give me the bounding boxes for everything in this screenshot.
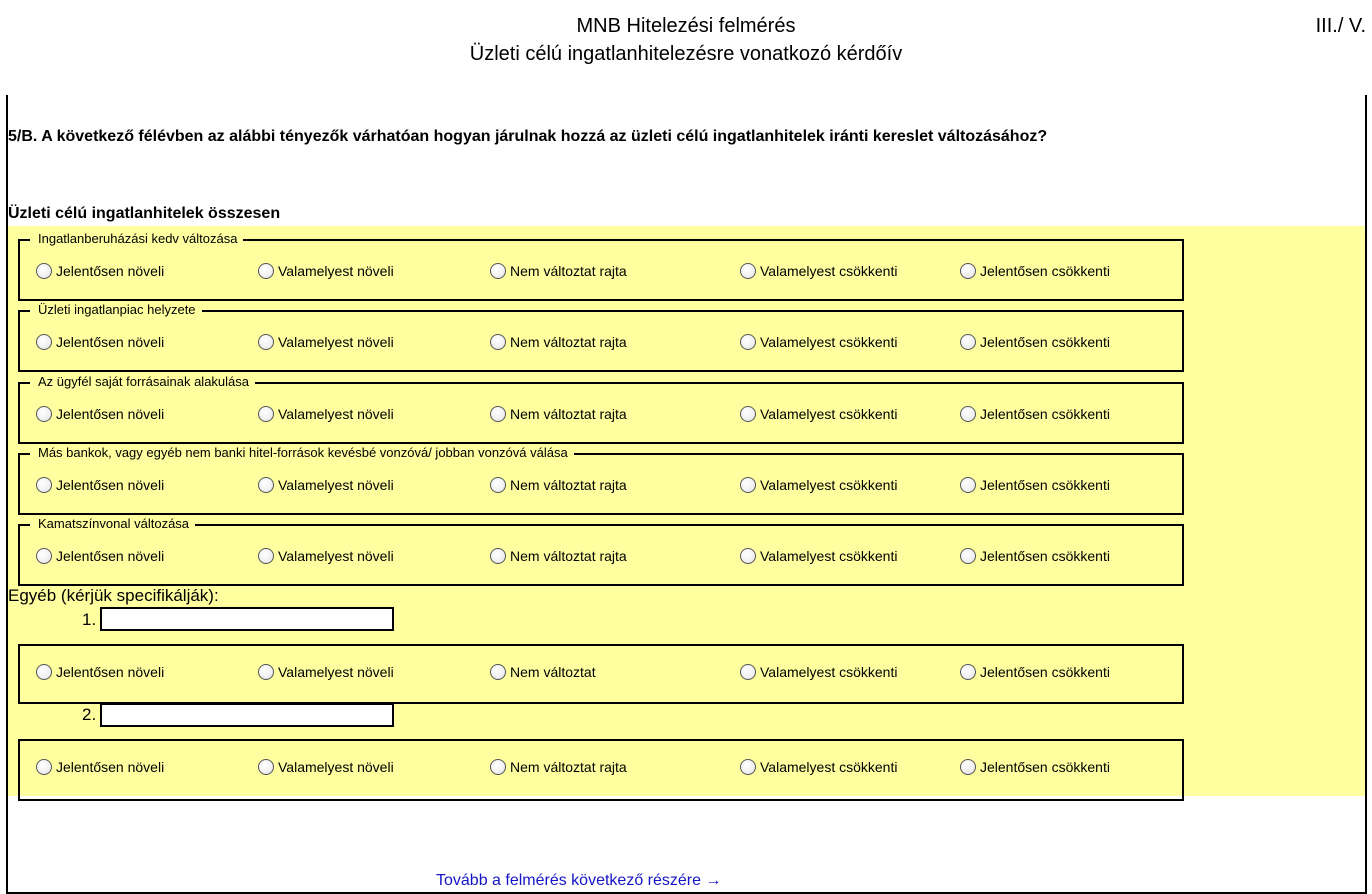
option-somewhat-decreases[interactable]: Valamelyest csökkenti [740,334,897,350]
option-no-change[interactable]: Nem változtat rajta [490,759,627,775]
radio-button[interactable] [490,759,506,775]
option-significantly-decreases[interactable]: Jelentősen csökkenti [960,406,1110,422]
option-somewhat-decreases[interactable]: Valamelyest csökkenti [740,263,897,279]
option-significantly-decreases[interactable]: Jelentősen csökkenti [960,759,1110,775]
factor-group-investment [18,231,1184,301]
option-significantly-increases[interactable]: Jelentősen növeli [36,477,164,493]
radio-button[interactable] [960,759,976,775]
option-somewhat-decreases[interactable]: Valamelyest csökkenti [740,406,897,422]
option-significantly-increases[interactable]: Jelentősen növeli [36,664,164,680]
radio-button[interactable] [36,548,52,564]
factor-group-interest-rate [18,516,1184,586]
page-number: III./ V. [1315,15,1366,37]
option-significantly-decreases[interactable]: Jelentősen csökkenti [960,477,1110,493]
other-factor-2-group [18,739,1184,801]
radio-button[interactable] [258,548,274,564]
factor-group-own-funds [18,374,1184,444]
radio-button[interactable] [960,477,976,493]
radio-button[interactable] [258,406,274,422]
radio-button[interactable] [258,477,274,493]
radio-button[interactable] [740,664,756,680]
radio-button[interactable] [490,477,506,493]
radio-button[interactable] [490,406,506,422]
option-significantly-increases[interactable]: Jelentősen növeli [36,263,164,279]
option-no-change[interactable]: Nem változtat [490,664,596,680]
option-somewhat-increases[interactable]: Valamelyest növeli [258,263,394,279]
radio-button[interactable] [490,263,506,279]
radio-button[interactable] [960,263,976,279]
option-somewhat-increases[interactable]: Valamelyest növeli [258,664,394,680]
option-significantly-increases[interactable]: Jelentősen növeli [36,406,164,422]
option-somewhat-decreases[interactable]: Valamelyest csökkenti [740,759,897,775]
radio-button[interactable] [490,664,506,680]
radio-button[interactable] [258,664,274,680]
radio-button[interactable] [960,664,976,680]
radio-button[interactable] [36,477,52,493]
frame-right-border [1365,95,1367,894]
factor-group-other-banks [18,445,1184,515]
question-text: 5/B. A következő félévben az alábbi tényezők várhatóan hogyan járulnak hozzá az üzleti célú ingatlanhitelek iránti kereslet változásához? [8,128,1048,145]
other-factor-1-group [18,644,1184,704]
radio-button[interactable] [740,406,756,422]
radio-button[interactable] [36,406,52,422]
option-somewhat-decreases[interactable]: Valamelyest csökkenti [740,477,897,493]
radio-button[interactable] [960,334,976,350]
option-somewhat-increases[interactable]: Valamelyest növeli [258,406,394,422]
radio-button[interactable] [258,759,274,775]
option-somewhat-increases[interactable]: Valamelyest növeli [258,477,394,493]
option-significantly-decreases[interactable]: Jelentősen csökkenti [960,548,1110,564]
option-somewhat-increases[interactable]: Valamelyest növeli [258,548,394,564]
radio-button[interactable] [36,263,52,279]
radio-button[interactable] [960,548,976,564]
radio-button[interactable] [740,759,756,775]
radio-button[interactable] [36,759,52,775]
option-significantly-increases[interactable]: Jelentősen növeli [36,548,164,564]
questionnaire-subtitle: Üzleti célú ingatlanhitelezésre vonatkozó kérdőív [469,43,903,65]
factor-label: Üzleti ingatlanpiac helyzete [30,302,202,318]
factor-group-market [18,302,1184,372]
option-somewhat-decreases[interactable]: Valamelyest csökkenti [740,548,897,564]
radio-button[interactable] [36,664,52,680]
radio-button[interactable] [740,548,756,564]
option-significantly-decreases[interactable]: Jelentősen csökkenti [960,664,1110,680]
factor-label: Más bankok, vagy egyéb nem banki hitel-források kevésbé vonzóvá/ jobban vonzóvá válása [30,445,574,461]
radio-button[interactable] [960,406,976,422]
option-no-change[interactable]: Nem változtat rajta [490,406,627,422]
other-factor-2-input[interactable] [100,703,394,727]
option-no-change[interactable]: Nem változtat rajta [490,334,627,350]
radio-button[interactable] [490,334,506,350]
other-item-number: 2. [82,705,97,724]
option-no-change[interactable]: Nem változtat rajta [490,548,627,564]
radio-button[interactable] [740,477,756,493]
other-item-number: 1. [82,610,97,629]
other-specify-label: Egyéb (kérjük specifikálják): [8,586,219,605]
radio-button[interactable] [740,263,756,279]
factor-label: Ingatlanberuházási kedv változása [30,231,243,247]
option-no-change[interactable]: Nem változtat rajta [490,477,627,493]
radio-button[interactable] [258,334,274,350]
factor-label: Az ügyfél saját forrásainak alakulása [30,374,255,390]
option-somewhat-increases[interactable]: Valamelyest növeli [258,759,394,775]
radio-button[interactable] [258,263,274,279]
option-significantly-increases[interactable]: Jelentősen növeli [36,334,164,350]
radio-button[interactable] [36,334,52,350]
factor-label: Kamatszínvonal változása [30,516,195,532]
option-significantly-increases[interactable]: Jelentősen növeli [36,759,164,775]
next-section-link[interactable]: Tovább a felmérés következő részére → [436,872,722,889]
option-significantly-decreases[interactable]: Jelentősen csökkenti [960,334,1110,350]
other-factor-1-input[interactable] [100,607,394,631]
option-significantly-decreases[interactable]: Jelentősen csökkenti [960,263,1110,279]
radio-button[interactable] [740,334,756,350]
option-no-change[interactable]: Nem változtat rajta [490,263,627,279]
option-somewhat-increases[interactable]: Valamelyest növeli [258,334,394,350]
radio-button[interactable] [490,548,506,564]
section-title: Üzleti célú ingatlanhitelek összesen [8,205,281,222]
survey-title: MNB Hitelezési felmérés [576,15,796,37]
option-somewhat-decreases[interactable]: Valamelyest csökkenti [740,664,897,680]
